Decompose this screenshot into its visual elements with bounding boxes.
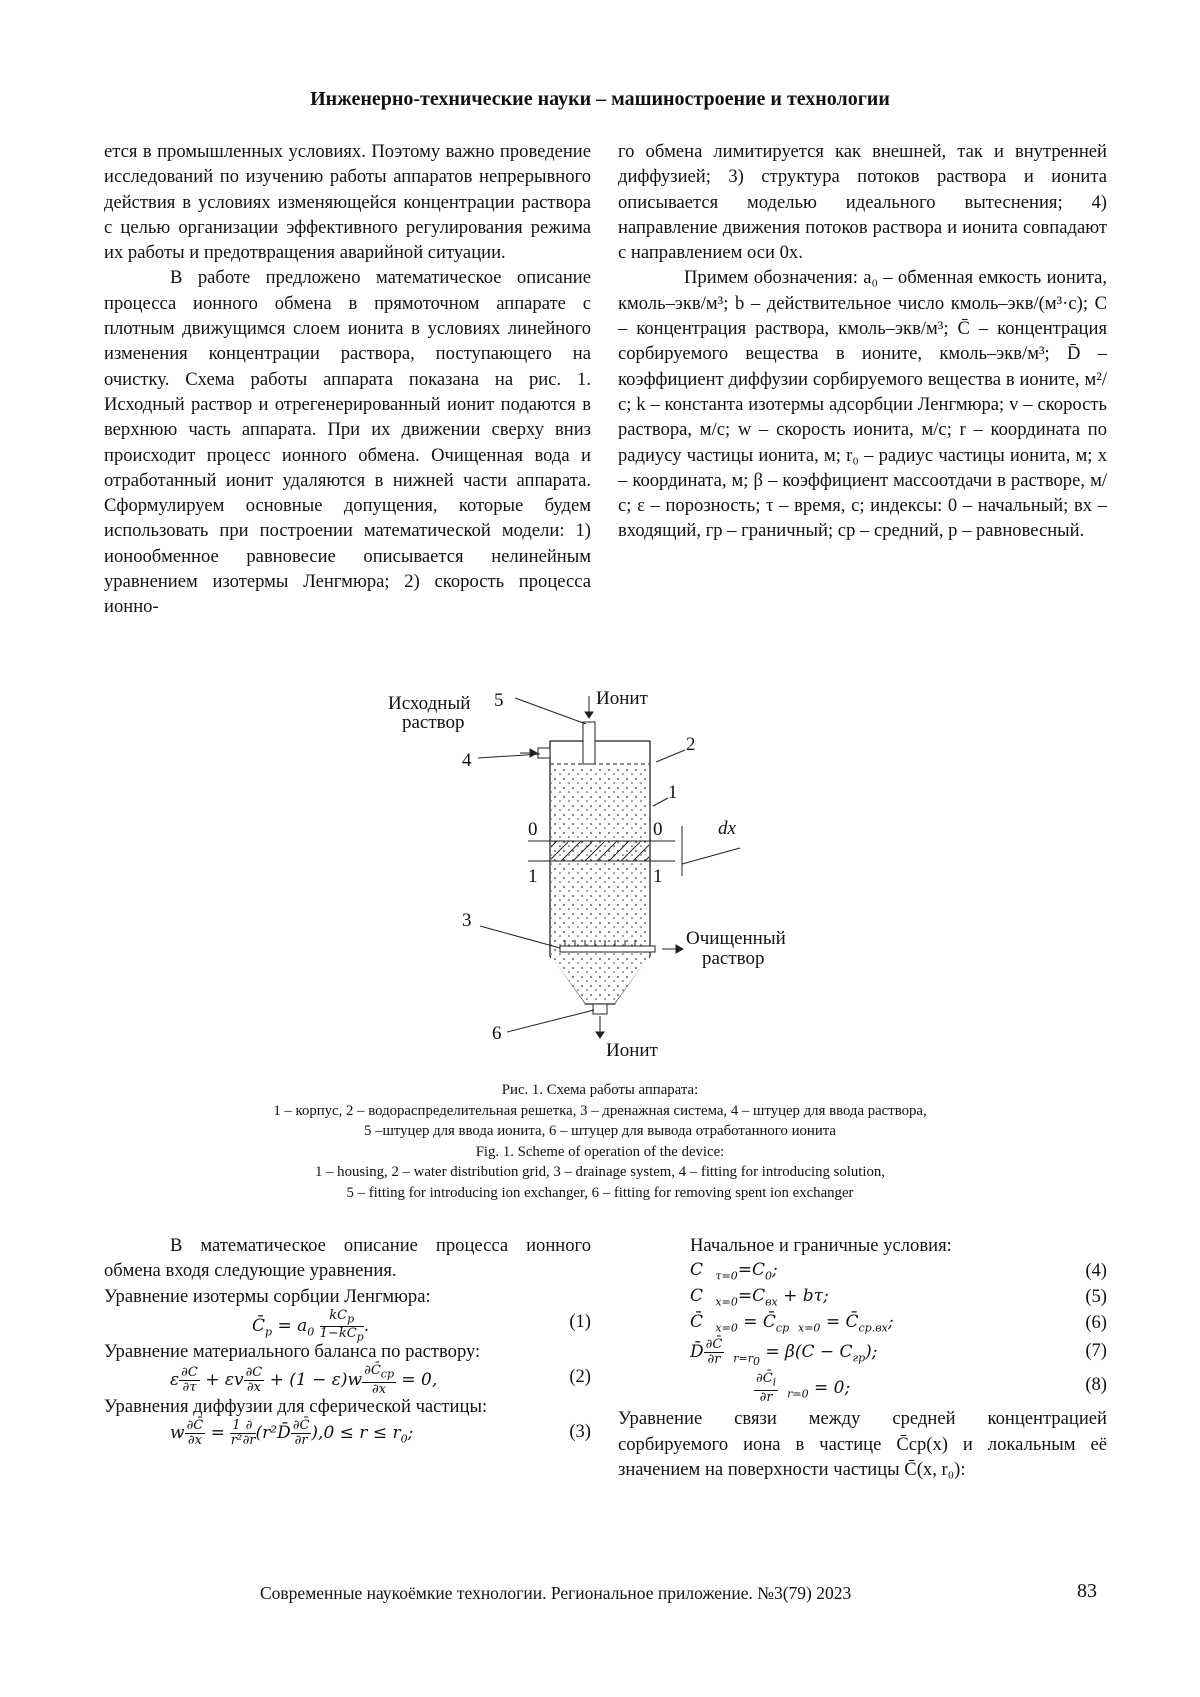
figure-caption (0, 1080, 1200, 1203)
equation-number: (8) (1085, 1374, 1107, 1396)
journal-footer: Современные наукоёмкие технологии. Региональное приложение. №3(79) 2023 (260, 1583, 852, 1603)
label-0-right: 0 (653, 819, 663, 840)
label-5: 5 (494, 690, 504, 711)
ion-inlet-fitting (583, 722, 595, 764)
equation-1: $C̄_p = a_0$ $\frac{kC_p}{1-kC_p}$ . (1) (252, 1307, 591, 1345)
label-0-left: 0 (528, 819, 538, 840)
paragraph: В математическое описание процесса ионного обмена входя следующие уравнения. (104, 1235, 591, 1282)
equation-4: C $_{\tau=0}=C_0$; (4) (690, 1260, 1107, 1283)
caption-line: 5 – fitting for introducing ion exchanger, 6 – fitting for removing spent ion exchanger (346, 1184, 854, 1201)
page-number: 83 (1077, 1580, 1097, 1602)
label-4: 4 (462, 750, 472, 771)
left-column (104, 139, 591, 620)
solution-inlet-fitting (538, 748, 550, 758)
equations-left (104, 1233, 591, 1449)
right-column (618, 139, 1107, 544)
label-dx: dx (718, 818, 736, 839)
equation-number: (4) (1085, 1260, 1107, 1282)
paragraph: ется в промышленных условиях. Поэтому важно проведение исследований по изучению работы аппаратов непрерывного действия в условиях изменяющейся концентрации раствора с целью организации эффективного регулирования режима их работы и предотвращения аварийной ситуации. (104, 141, 591, 264)
equation-heading: Уравнения диффузии для сферической частицы: (104, 1396, 488, 1418)
apparatus-diagram (388, 686, 800, 1076)
label-ion-bottom: Ионит (606, 1040, 658, 1061)
running-header: Инженерно-технические науки – машиностроение и технологии (310, 88, 890, 110)
equation-heading: Уравнение материального баланса по раствору: (104, 1340, 481, 1362)
equation-6: C̄ $_{x=0} = C̄_{cp}$ $_{x=0} = C̄_{cp.вх}$; (6) (690, 1312, 1107, 1335)
label-outlet: раствор (702, 948, 765, 969)
equation-5: C $_{x=0}=C_{вх} + b\tau$; (5) (690, 1286, 1107, 1309)
label-inlet: раствор (402, 712, 465, 733)
paragraph: го обмена лимитируется как внешней, так и внутренней диффузией; 3) структура потоков раствора и ионита описывается моделью идеального вытеснения; 4) направление движения потоков раствора и ионита совпадают с направлением оси 0x. (618, 141, 1107, 264)
label-1: 1 (668, 782, 678, 803)
label-1-left: 1 (528, 866, 538, 887)
caption-line: 5 –штуцер для ввода ионита, 6 – штуцер для вывода отработанного ионита (364, 1123, 836, 1139)
equation-7: D̄ $\frac{\partial C̄}{\partial r}$ $_{r=r_0} = \beta(C - C_{гр})$; (7) (690, 1337, 1107, 1368)
label-1-right: 1 (653, 866, 663, 887)
label-ion-top: Ионит (596, 688, 648, 709)
caption-line: 1 – housing, 2 – water distribution grid, 3 – drainage system, 4 – fitting for introducing solution, (314, 1164, 886, 1180)
equation-number: (3) (569, 1421, 591, 1443)
equation-heading: Уравнение изотермы сорбции Ленгмюра: (104, 1285, 431, 1307)
equation-3: w $\frac{\partial C̄}{\partial x}$ = $\frac{1}{\text{r²}}$ $\frac{\partial}{\partial r}$ (r²D̄ $\frac{\partial C̄}{\partial r}$ )$,0 \le r \le r_0$; (3) (170, 1418, 591, 1449)
paragraph: Уравнение связи между средней концентрацией сорбируемого иона в частице C̄ср(x) и локальным её значением на поверхности частицы C̄(x, r₀): (618, 1408, 1107, 1480)
equation-number: (6) (1085, 1312, 1107, 1334)
label-2: 2 (686, 734, 696, 755)
ion-outlet-fitting (593, 1004, 607, 1014)
caption-line: Рис. 1. Схема работы аппарата: (501, 1082, 699, 1098)
equation-heading: Начальное и граничные условия: (690, 1235, 952, 1256)
caption-line: 1 – корпус, 2 – водораспределительная решетка, 3 – дренажная система, 4 – штуцер для ввода раствора, (273, 1102, 927, 1119)
paragraph: В работе предложено математическое описание процесса ионного обмена в прямоточном аппарате с плотным движущимся слоем ионита в условиях линейного изменения концентрации раствора, поступающего на очистку. Схема работы аппарата показана на рис. 1. Исходный раствор и отрегенерированный ионит подаются в верхнюю часть аппарата. При их движении сверху вниз происходит процесс ионного обмена. Очищенная вода и отработанный ионит удаляются в нижней части аппарата. Сформулируем основные допущения, которые будем использовать при построении математической модели: 1) ионообменное равновесие описывается нелинейным уравнением изотермы Ленгмюра; 2) скорость процесса ионно- (104, 267, 591, 618)
equation-2: ε $\frac{\partial C}{\partial\tau}$ + εv $\frac{\partial C}{\partial x}$ + (1 − ε)w $\frac{\partial C̄_{cp}}{\partial x}$ = 0, (2) (170, 1363, 591, 1397)
equation-number: (2) (569, 1366, 591, 1388)
equation-number: (5) (1085, 1286, 1107, 1308)
paragraph: Примем обозначения: a₀ – обменная емкость ионита, кмоль–экв/м³; b – действительное число кмоль–экв/(м³·с); C – концентрация раствора, кмоль–экв/м³; C̄ – концентрация сорбируемого вещества в ионите, кмоль–экв/м³; D̄ – коэффициент диффузии сорбируемого вещества в ионите, м²/с; k – константа изотермы адсорбции Ленгмюра; v – скорость раствора, м/с; w – скорость ионита, м/с; r – координата по радиусу частицы ионита, м; r₀ – радиус частицы ионита, м; x – координата, м; β – коэффициент массоотдачи в растворе, м/с; ε – порозность; τ – время, с; индексы: 0 – начальный; вх – входящий, гр – граничный; ср – средний, р – равновесный. (618, 267, 1107, 542)
equation-number: (1) (569, 1310, 591, 1332)
label-3: 3 (462, 910, 472, 931)
label-outlet: Очищенный (686, 928, 786, 949)
caption-line: Fig. 1. Scheme of operation of the device: (475, 1143, 725, 1160)
equation-8: $\frac{\partial C̄_i}{\partial r}$ $_{r=0}$ = 0; (8) (756, 1371, 1107, 1405)
label-inlet: Исходный (388, 693, 471, 714)
equation-number: (7) (1085, 1340, 1107, 1362)
label-6: 6 (492, 1023, 502, 1044)
equations-right (618, 1233, 1107, 1482)
